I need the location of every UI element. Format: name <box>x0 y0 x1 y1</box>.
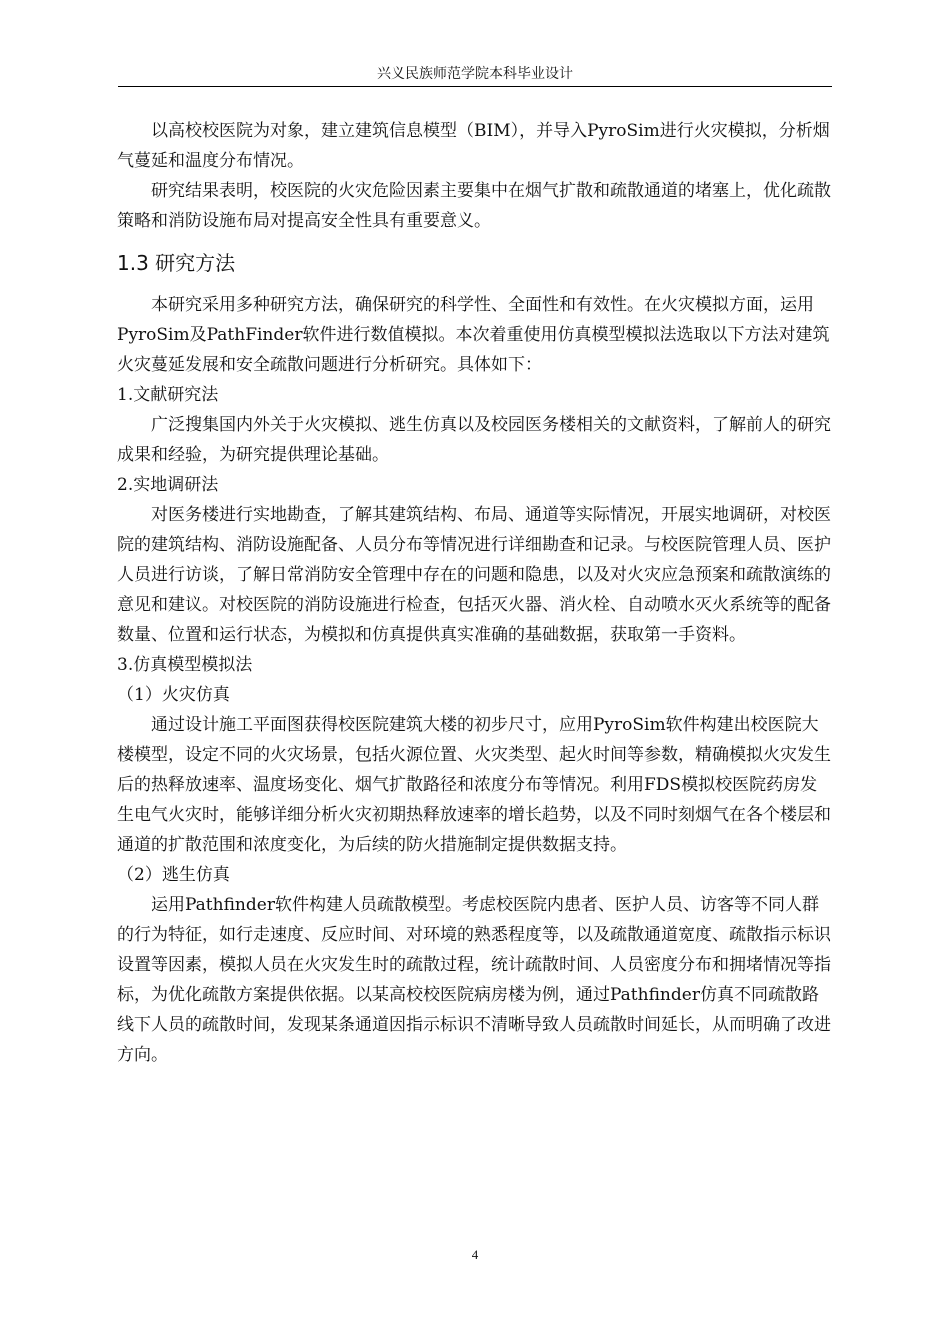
subsection-title: （2）逃生仿真 <box>117 865 230 885</box>
running-header: 兴义民族师范学院本科毕业设计 <box>377 66 573 82</box>
header-rule <box>118 86 832 87</box>
list-item-title: 3.仿真模型模拟法 <box>117 655 253 675</box>
list-item-title: 2.实地调研法 <box>117 475 219 495</box>
paragraph: 通过设计施工平面图获得校医院建筑大楼的初步尺寸，应用PyroSim软件构建出校医院大楼模型，设定不同的火灾场景，包括火源位置、火灾类型、起火时间等参数，精确模拟火灾发生后的热释放速率、温度场变化、烟气扩散路径和浓度分布等情况。利用FDS模拟校医院药房发生电气火灾时，能够详细分析火灾初期热释放速率的增长趋势，以及不同时刻烟气在各个楼层和通道的扩散范围和浓度变化，为后续的防火措施制定提供数据支持。 <box>117 715 831 855</box>
paragraph: 以高校校医院为对象，建立建筑信息模型（BIM），并导入PyroSim进行火灾模拟，分析烟气蔓延和温度分布情况。 <box>117 121 830 171</box>
section-heading: 1.3 研究方法 <box>117 251 236 275</box>
paragraph: 广泛搜集国内外关于火灾模拟、逃生仿真以及校园医务楼相关的文献资料，了解前人的研究成果和经验，为研究提供理论基础。 <box>117 415 831 465</box>
paragraph: 本研究采用多种研究方法，确保研究的科学性、全面性和有效性。在火灾模拟方面，运用PyroSim及PathFinder软件进行数值模拟。本次着重使用仿真模型模拟法选取以下方法对建筑火灾蔓延发展和安全疏散问题进行分析研究。具体如下： <box>117 295 830 375</box>
paragraph: 对医务楼进行实地勘查，了解其建筑结构、布局、通道等实际情况，开展实地调研，对校医院的建筑结构、消防设施配备、人员分布等情况进行详细勘查和记录。与校医院管理人员、医护人员进行访谈，了解日常消防安全管理中存在的问题和隐患，以及对火灾应急预案和疏散演练的意见和建议。对校医院的消防设施进行检查，包括灭火器、消火栓、自动喷水灭火系统等的配备数量、位置和运行状态，为模拟和仿真提供真实准确的基础数据，获取第一手资料。 <box>117 505 831 645</box>
subsection-title: （1）火灾仿真 <box>117 685 230 705</box>
list-item-title: 1.文献研究法 <box>117 385 219 405</box>
paragraph: 运用Pathfinder软件构建人员疏散模型。考虑校医院内患者、医护人员、访客等不同人群的行为特征，如行走速度、反应时间、对环境的熟悉程度等，以及疏散通道宽度、疏散指示标识设置等因素，模拟人员在火灾发生时的疏散过程，统计疏散时间、人员密度分布和拥堵情况等指标，为优化疏散方案提供依据。以某高校校医院病房楼为例，通过Pathfinder仿真不同疏散路线下人员的疏散时间，发现某条通道因指示标识不清晰导致人员疏散时间延长，从而明确了改进方向。 <box>117 895 831 1065</box>
body-text <box>117 116 833 1070</box>
page-number: 4 <box>471 1247 479 1262</box>
paragraph: 研究结果表明，校医院的火灾危险因素主要集中在烟气扩散和疏散通道的堵塞上，优化疏散策略和消防设施布局对提高安全性具有重要意义。 <box>117 181 831 231</box>
